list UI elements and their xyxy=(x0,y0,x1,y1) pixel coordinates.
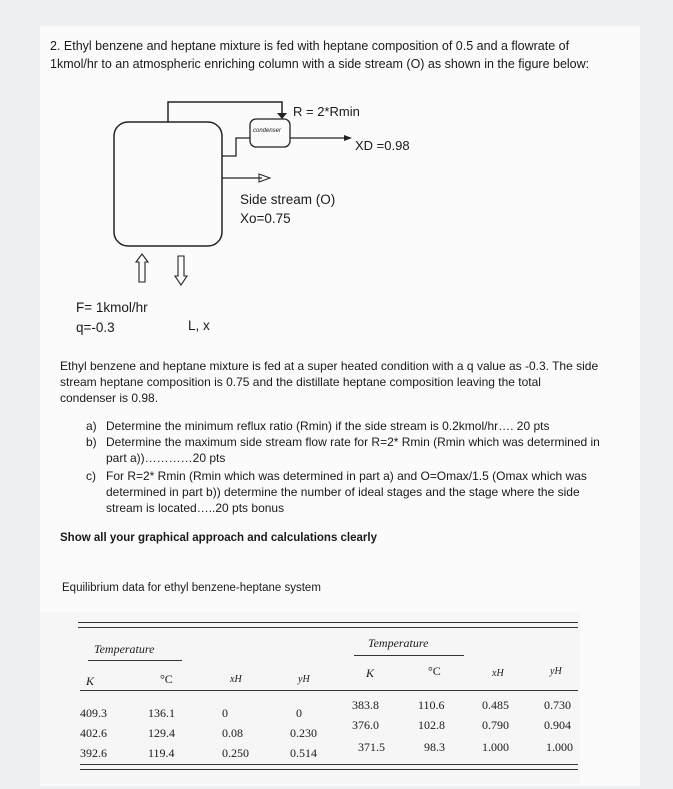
table-cell: 0.08 xyxy=(222,726,243,740)
problem-line-1: 2. Ethyl benzene and heptane mixture is fed with heptane composition of 0.5 and a flowrate of xyxy=(50,39,570,53)
table-cell: 98.3 xyxy=(424,740,445,754)
table-cell: 0.514 xyxy=(290,746,317,760)
table-top-rule-2 xyxy=(78,627,578,628)
table-bottom-rule-1 xyxy=(80,764,578,765)
table-cell: 0.790 xyxy=(482,718,509,732)
distillate-arrow xyxy=(344,135,352,141)
temperature-header-left: Temperature xyxy=(94,642,155,656)
table-cell: 136.1 xyxy=(148,706,175,720)
vapor-arrow xyxy=(277,113,287,119)
side-stream-composition-label: Xo=0.75 xyxy=(240,211,291,226)
table-cell: 1.000 xyxy=(546,740,573,754)
question-b-text-2: part a))…………20 pts xyxy=(106,451,226,465)
table-cell: 0.250 xyxy=(222,746,249,760)
description-line-3: condenser is 0.98. xyxy=(60,391,159,405)
table-cell: 0 xyxy=(222,706,228,720)
bottoms-label: L, x xyxy=(188,318,210,333)
distillate-composition-label: XD =0.98 xyxy=(355,138,410,153)
header-bottom-rule xyxy=(80,690,578,691)
feed-flow-label: F= 1kmol/hr xyxy=(76,300,148,315)
header-C-left: °C xyxy=(160,672,173,686)
table-cell: 102.8 xyxy=(418,718,445,732)
temperature-left-rule xyxy=(88,660,182,661)
table-cell: 0 xyxy=(296,706,302,720)
header-xH-left: xH xyxy=(230,674,242,685)
table-cell: 119.4 xyxy=(148,746,175,760)
table-cell: 376.0 xyxy=(352,718,379,732)
table-top-rule-1 xyxy=(78,622,578,623)
table-cell: 383.8 xyxy=(352,698,379,712)
question-c-text-2: determined in part b)) determine the number of ideal stages and the stage where the side xyxy=(106,485,580,499)
question-c-text-3: stream is located…..20 pts bonus xyxy=(106,501,285,515)
table-cell: 0.230 xyxy=(290,726,317,740)
header-C-right: °C xyxy=(428,664,441,678)
question-a-text: Determine the minimum reflux ratio (Rmin) if the side stream is 0.2kmol/hr…. 20 pts xyxy=(106,419,550,433)
column-body xyxy=(114,122,222,246)
header-K-left: K xyxy=(86,674,95,688)
table-cell: 1.000 xyxy=(482,740,509,754)
header-yH-right: yH xyxy=(550,666,562,677)
side-stream-label: Side stream (O) xyxy=(240,192,336,207)
table-cell: 409.3 xyxy=(80,706,107,720)
show-work-instruction: Show all your graphical approach and calculations clearly xyxy=(60,532,377,544)
problem-line-2: 1kmol/hr to an atmospheric enriching column with a side stream (O) as shown in the figure below: xyxy=(50,57,590,71)
equilibrium-title: Equilibrium data for ethyl benzene-heptane system xyxy=(62,582,321,594)
table-cell: 392.6 xyxy=(80,746,107,760)
bottoms-arrow-down xyxy=(175,256,187,285)
question-b-marker: b) xyxy=(86,435,97,449)
header-xH-right: xH xyxy=(492,668,504,679)
table-cell: 402.6 xyxy=(80,726,107,740)
table-cell: 0.730 xyxy=(544,698,571,712)
table-cell: 371.5 xyxy=(358,740,385,754)
table-cell: 0.485 xyxy=(482,698,509,712)
table-bottom-rule-2 xyxy=(80,769,578,770)
header-K-right: K xyxy=(366,666,375,680)
table-cell: 129.4 xyxy=(148,726,175,740)
question-c-marker: c) xyxy=(86,469,96,483)
condenser-label: condenser xyxy=(253,128,282,134)
description-line-1: Ethyl benzene and heptane mixture is fed at a super heated condition with a q value as -0.3. The side xyxy=(60,359,599,373)
description-line-2: stream heptane composition is 0.75 and the distillate heptane composition leaving the total xyxy=(60,375,541,389)
question-a-marker: a) xyxy=(86,419,97,433)
question-c-text-1: For R=2* Rmin (Rmin which was determined in part a) and O=Omax/1.5 (Omax which was xyxy=(106,469,587,483)
temperature-right-rule xyxy=(354,655,464,656)
header-yH-left: yH xyxy=(298,674,310,685)
table-cell: 0.904 xyxy=(544,718,571,732)
table-cell: 110.6 xyxy=(418,698,445,712)
reflux-line xyxy=(222,138,250,156)
feed-arrow-up xyxy=(136,254,148,282)
temperature-header-right: Temperature xyxy=(368,636,429,650)
question-b-text-1: Determine the maximum side stream flow rate for R=2* Rmin (Rmin which was determined in xyxy=(106,435,600,449)
feed-q-label: q=-0.3 xyxy=(76,320,115,335)
reflux-ratio-label: R = 2*Rmin xyxy=(293,104,360,119)
